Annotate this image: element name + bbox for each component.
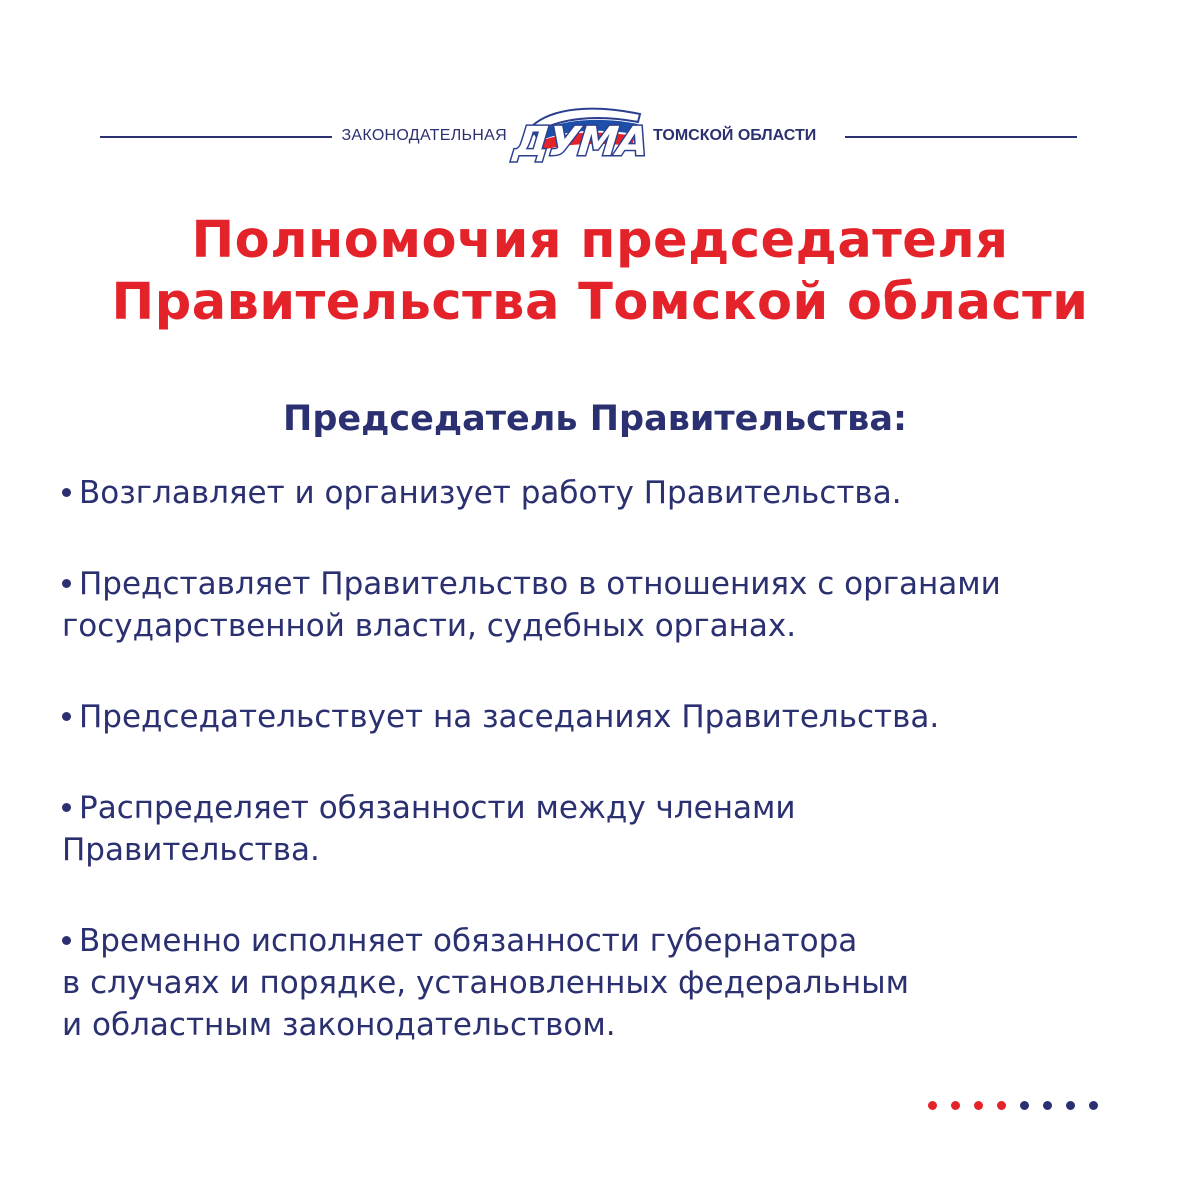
pagination-dot <box>951 1101 960 1110</box>
list-item <box>62 787 1132 871</box>
bullet-icon <box>62 712 71 721</box>
pagination-dot <box>1043 1101 1052 1110</box>
bullet-icon <box>62 488 71 497</box>
pagination-dot <box>1089 1101 1098 1110</box>
page-title-line-2: Правительства Томской области <box>111 273 1089 332</box>
pagination-dot <box>928 1101 937 1110</box>
bullet-icon <box>62 579 71 588</box>
list-item-text: в случаях и порядке, установленных федеральным <box>62 965 910 1001</box>
section-heading: Председатель Правительства: <box>283 399 907 439</box>
header <box>0 96 1200 176</box>
header-divider-right <box>845 136 1077 138</box>
header-left-text: ЗАКОНОДАТЕЛЬНАЯ <box>341 127 507 144</box>
duma-logo <box>512 104 650 166</box>
list-item-text: Распределяет обязанности между членами <box>79 790 796 826</box>
list-item <box>62 472 1132 514</box>
list-item-text: Возглавляет и организует работу Правительства. <box>79 475 902 511</box>
list-item <box>62 920 1132 1046</box>
header-right-text: ТОМСКОЙ ОБЛАСТИ <box>653 127 817 144</box>
list-item-text: и областным законодательством. <box>62 1007 616 1043</box>
pagination-dot <box>974 1101 983 1110</box>
list-item <box>62 563 1132 647</box>
list-item <box>62 696 1132 738</box>
pagination-dot <box>1066 1101 1075 1110</box>
page-title-line-1: Полномочия председателя <box>191 211 1009 270</box>
list-item-text: Временно исполняет обязанности губернатора <box>79 923 858 959</box>
bullet-icon <box>62 803 71 812</box>
pagination-dot <box>997 1101 1006 1110</box>
list-item-text: Правительства. <box>62 832 320 868</box>
header-divider-left <box>100 136 332 138</box>
list-item-text: государственной власти, судебных органах. <box>62 608 797 644</box>
list-item-text: Представляет Правительство в отношениях с органами <box>79 566 1001 602</box>
pagination-dot <box>1020 1101 1029 1110</box>
list-item-text: Председательствует на заседаниях Правительства. <box>79 699 940 735</box>
logo-word: ДУМА <box>511 119 650 165</box>
powers-list <box>62 472 1132 1095</box>
bullet-icon <box>62 936 71 945</box>
pagination-dots <box>928 1101 1098 1113</box>
page-title <box>0 210 1200 334</box>
